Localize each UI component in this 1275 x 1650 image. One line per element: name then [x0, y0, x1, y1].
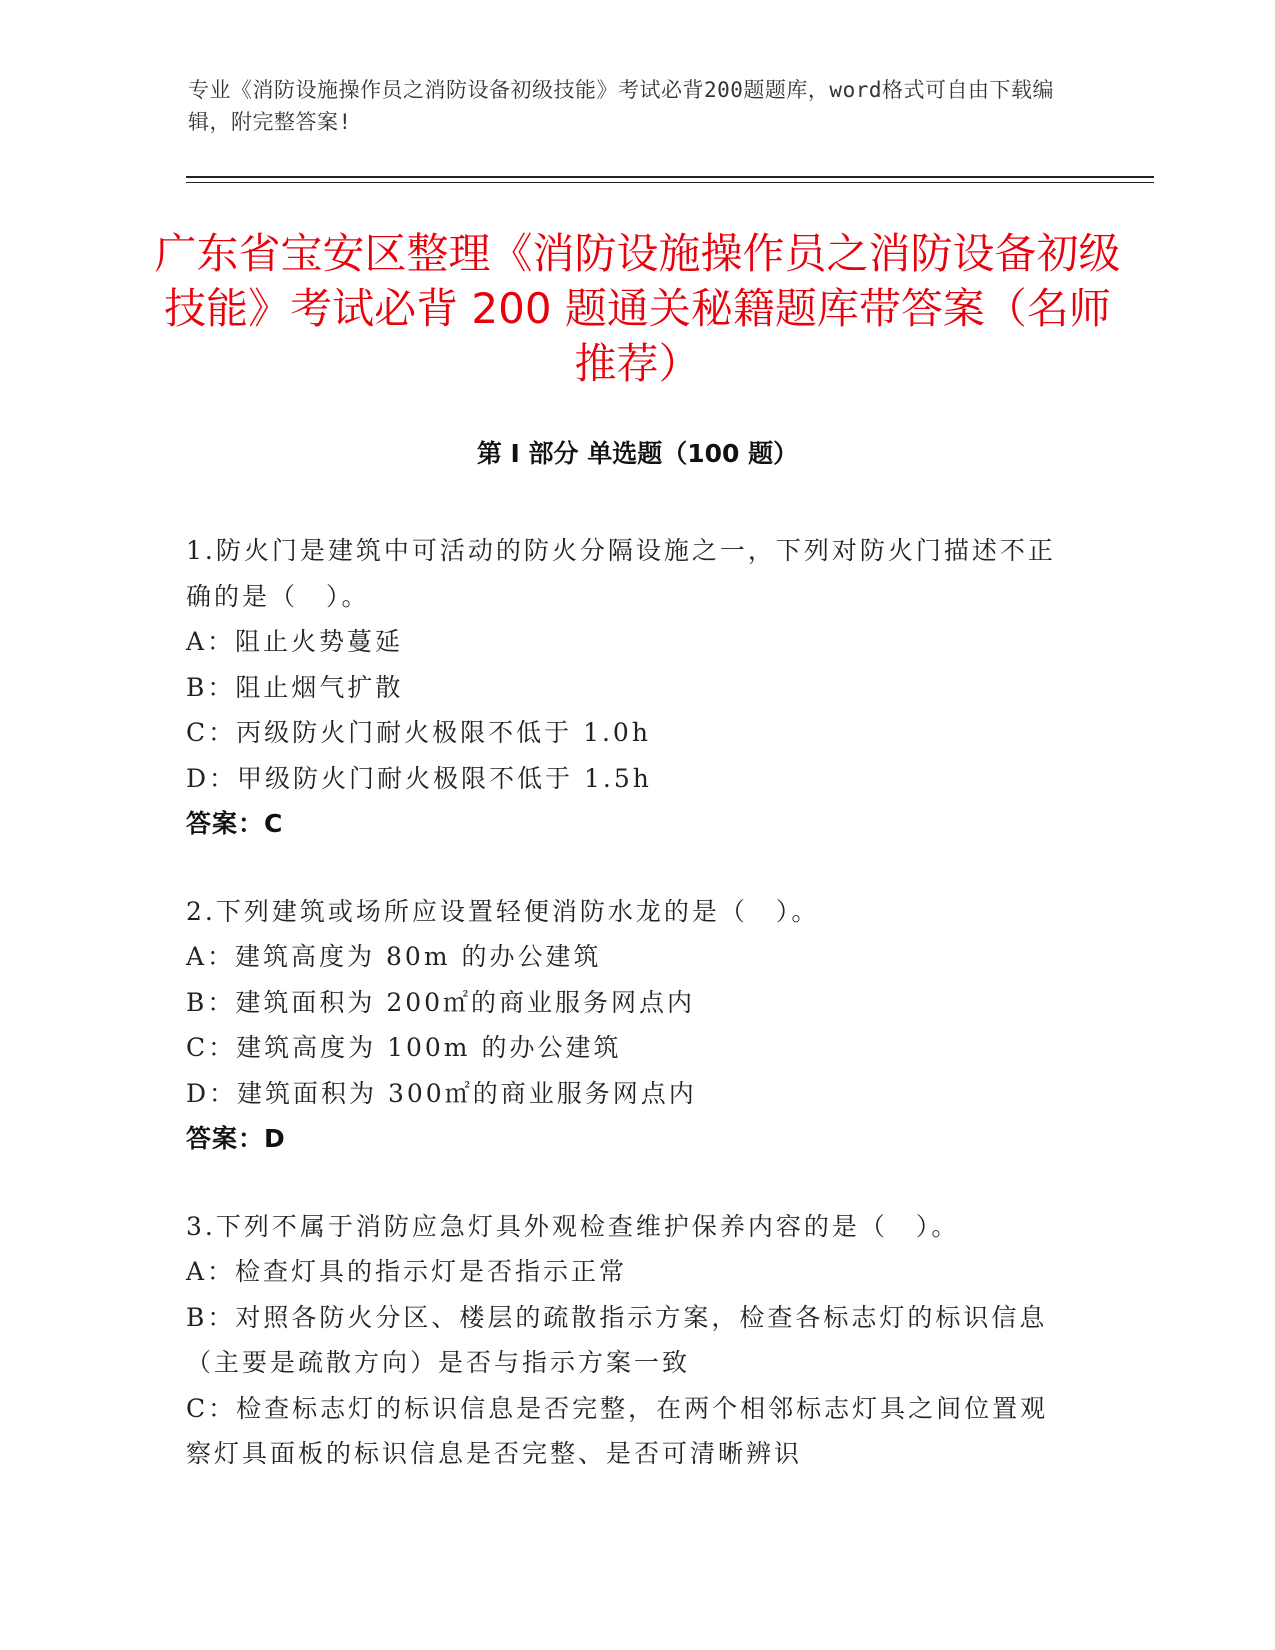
option-a: A：检查灯具的指示灯是否指示正常	[186, 1257, 628, 1286]
option-c: C：建筑高度为 100m 的办公建筑	[186, 1033, 622, 1062]
question-stem: 1.防火门是建筑中可活动的防火分隔设施之一，下列对防火门描述不正确的是（ ）。	[186, 536, 1056, 611]
header-note: 专业《消防设施操作员之消防设备初级技能》考试必背200题题库，word格式可自由下载编辑，附完整答案!	[188, 78, 1054, 134]
option-a: A：阻止火势蔓延	[186, 627, 404, 656]
option-b: B：阻止烟气扩散	[186, 672, 404, 702]
question-stem: 3.下列不属于消防应急灯具外观检查维护保养内容的是（ ）。	[186, 1211, 960, 1241]
option-d: D：甲级防火门耐火极限不低于 1.5h	[186, 763, 652, 793]
question-1	[186, 528, 1086, 847]
option-b: B：建筑面积为 200㎡的商业服务网点内	[186, 987, 696, 1017]
document-title: 广东省宝安区整理《消防设施操作员之消防设备初级技能》考试必背 200 题通关秘籍题库带答案（名师推荐）	[154, 229, 1121, 388]
question-2	[186, 889, 1086, 1162]
header-rule-thick	[186, 176, 1154, 178]
option-d: D：建筑面积为 300㎡的商业服务网点内	[186, 1078, 697, 1108]
option-a: A：建筑高度为 80m 的办公建筑	[186, 942, 602, 971]
header-rule-thin	[186, 182, 1154, 183]
answer-label: 答案：D	[186, 1124, 286, 1153]
section-heading: 第 I 部分 单选题（100 题）	[476, 439, 799, 468]
option-b: B：对照各防火分区、楼层的疏散指示方案，检查各标志灯的标识信息（主要是疏散方向）是否与指示方案一致	[186, 1302, 1048, 1377]
question-3	[186, 1204, 1086, 1477]
option-c: C：丙级防火门耐火极限不低于 1.0h	[186, 718, 651, 747]
option-c: C：检查标志灯的标识信息是否完整，在两个相邻标志灯具之间位置观察灯具面板的标识信息是否完整、是否可清晰辨识	[186, 1393, 1049, 1468]
question-stem: 2.下列建筑或场所应设置轻便消防水龙的是（ ）。	[186, 896, 820, 926]
question-list	[186, 528, 1086, 1519]
answer-label: 答案：C	[186, 809, 284, 838]
